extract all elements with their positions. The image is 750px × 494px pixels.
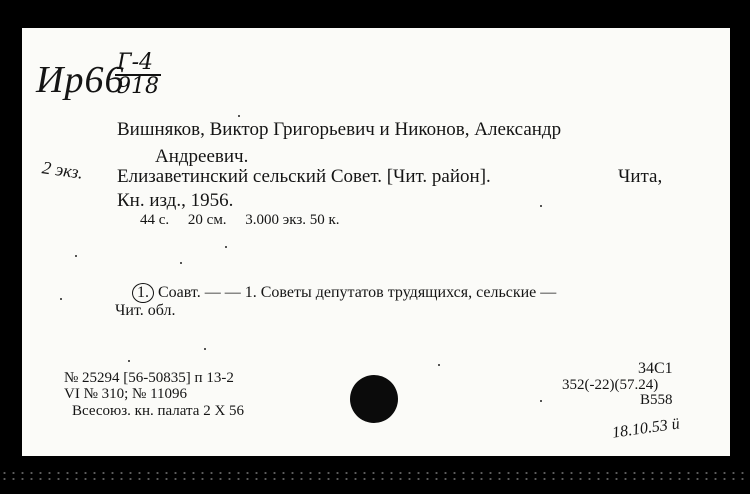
registration-line-1: № 25294 [56-50835] п 13-2 [64, 370, 234, 386]
speck [238, 115, 240, 117]
title: Елизаветинский сельский Совет. [Чит. район]. [117, 166, 491, 187]
speck [60, 298, 62, 300]
registration-line-2: VI № 310; № 11096 [64, 386, 188, 402]
physical-description: 44 с. 20 см. 3.000 экз. 50 к. [140, 212, 340, 228]
registration-line-3: Всесоюз. кн. палата 2 Х 56 [72, 403, 245, 419]
author-line: Вишняков, Виктор Григорьевич и Никонов, Александр [117, 119, 562, 140]
classification-line-2: 352(-22)(57.24) [562, 377, 659, 393]
speck [225, 246, 227, 248]
call-number-denominator: 918 [117, 74, 159, 99]
speck [75, 255, 77, 257]
classification-line-1: 34С1 [638, 360, 673, 377]
speck [540, 400, 542, 402]
tracing-text: Соавт. — — 1. Советы депутатов трудящихся, сельские — [158, 284, 557, 301]
publisher: Кн. изд., 1956. [117, 190, 234, 211]
speck [438, 364, 440, 366]
copies-note: 2 экз. [40, 157, 85, 183]
classification-line-3: В558 [640, 392, 673, 408]
scan-noise [0, 470, 750, 482]
tracing-line [132, 283, 556, 303]
speck [540, 205, 542, 207]
tracing-line-continued: Чит. обл. [115, 302, 176, 319]
call-number-main: Ир66 [36, 59, 125, 101]
city: Чита, [618, 166, 663, 187]
speck [180, 262, 182, 264]
author-line-continued: Андреевич. [155, 146, 249, 167]
handwritten-date: 18.10.53 ü [611, 415, 681, 442]
scan-border-bottom [0, 458, 750, 494]
speck [204, 348, 206, 350]
tracing-number: 1. [132, 283, 154, 303]
call-number-fraction [115, 52, 161, 98]
speck [128, 360, 130, 362]
call-number-numerator: Г-4 [115, 52, 161, 76]
card-punch-hole [350, 375, 398, 423]
